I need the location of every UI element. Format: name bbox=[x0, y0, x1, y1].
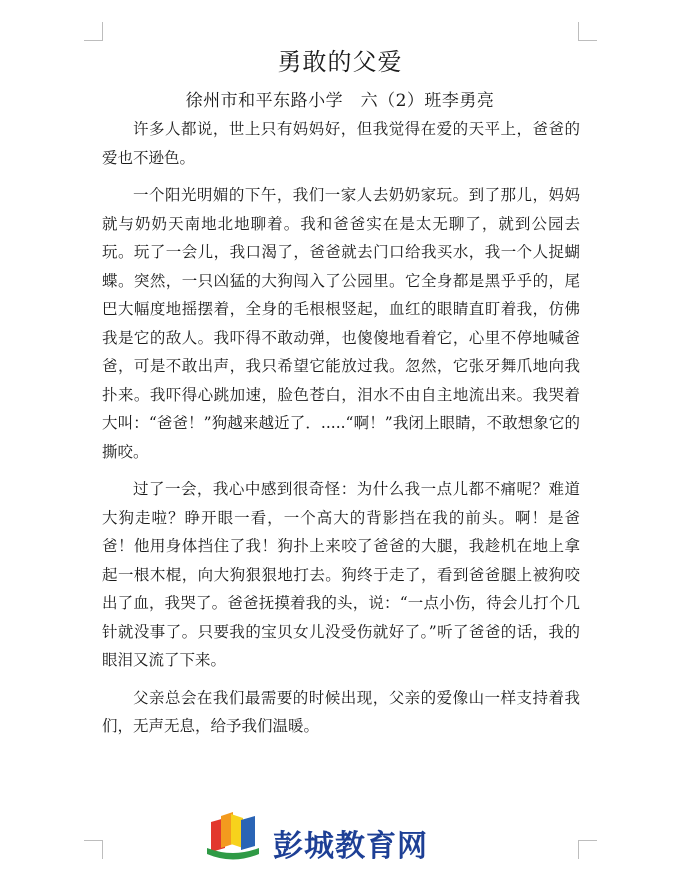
paragraph: 一个阳光明媚的下午，我们一家人去奶奶家玩。到了那儿，妈妈就与奶奶天南地北地聊着。我和爸爸实在是太无聊了，就到公园去玩。玩了一会儿，我口渴了，爸爸就去门口给我买水，我一个人捉蝴蝶。突然，一只凶猛的大狗闯入了公园里。它全身都是黑乎乎的，尾巴大幅度地摇摆着，全身的毛根根竖起，血红的眼睛直盯着我，仿佛我是它的敌人。我吓得不敢动弹，也傻傻地看着它，心里不停地喊爸爸，可是不敢出声，我只希望它能放过我。忽然，它张牙舞爪地向我扑来。我吓得心跳加速，脸色苍白，泪水不由自主地流出来。我哭着大叫：“爸爸！”狗越来越近了．.....“啊！”我闭上眼睛，不敢想象它的撕咬。 bbox=[102, 186, 580, 461]
paragraph: 父亲总会在我们最需要的时候出现，父亲的爱像山一样支持着我们，无声无息，给予我们温暖。 bbox=[102, 688, 580, 735]
author-byline: 徐州市和平东路小学 六（2）班李勇亮 bbox=[185, 91, 495, 111]
paragraph: 过了一会，我心中感到很奇怪：为什么我一点儿都不痛呢？难道大狗走啦？睁开眼一看，一个高大的背影挡在我的前头。啊！是爸爸！他用身体挡住了我！狗扑上来咬了爸爸的大腿，我趁机在地上拿起一根木棍，向大狗狠狠地打去。狗终于走了，看到爸爸腿上被狗咬出了血，我哭了。爸爸抚摸着我的头，说：“一点小伤，待会儿打个几针就没事了。只要我的宝贝女儿没受伤就好了。”听了爸爸的话，我的眼泪又流了下来。 bbox=[102, 480, 580, 669]
brand-name: 彭城教育网 bbox=[273, 829, 428, 864]
paragraph: 许多人都说，世上只有妈妈好，但我觉得在爱的天平上，爸爸的爱也不逊色。 bbox=[102, 120, 580, 167]
site-watermark bbox=[203, 806, 473, 868]
crop-mark-bottom-right bbox=[578, 840, 597, 859]
crop-mark-top-left bbox=[84, 22, 103, 41]
crop-mark-bottom-left bbox=[84, 840, 103, 859]
document-body bbox=[102, 115, 580, 750]
crop-mark-top-right bbox=[578, 22, 597, 41]
colored-book-icon bbox=[203, 808, 263, 866]
document-title: 勇敢的父爱 bbox=[277, 48, 403, 76]
